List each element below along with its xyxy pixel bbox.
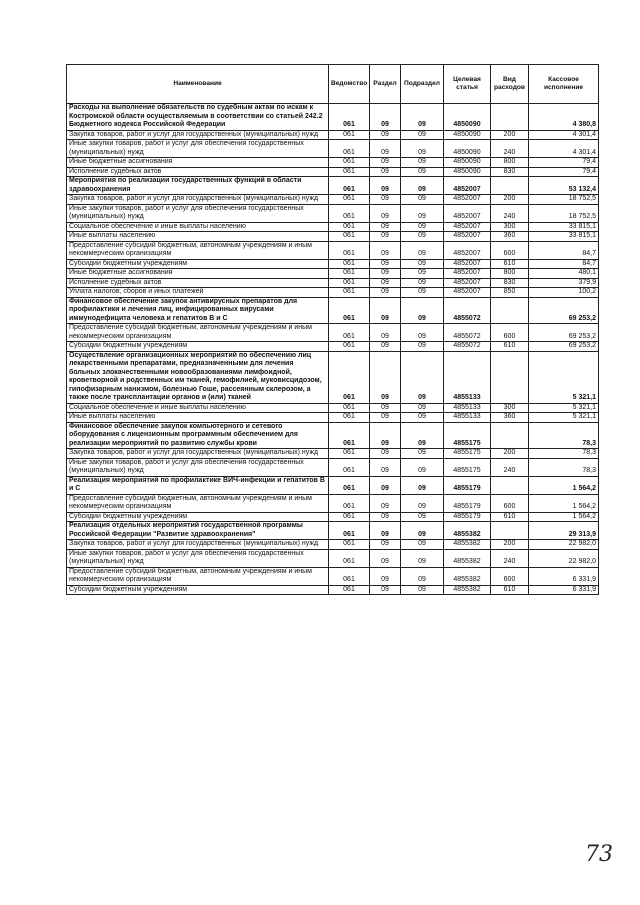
table-row [67, 422, 599, 449]
row-section: 09 [370, 130, 401, 140]
row-amount: 79,4 [529, 167, 599, 177]
row-amount: 22 982,0 [529, 549, 599, 567]
row-department: 061 [329, 422, 370, 449]
row-expense-type: 240 [491, 458, 529, 476]
row-section: 09 [370, 512, 401, 522]
row-expense-type: 800 [491, 269, 529, 279]
row-expense-type [491, 522, 529, 540]
table-row [67, 494, 599, 512]
row-target-item: 4852007 [444, 288, 491, 298]
row-department: 061 [329, 540, 370, 550]
row-name: Предоставление субсидий бюджетным, автономным учреждениям и иным некоммерческим организациям [67, 567, 329, 585]
row-subsection: 09 [401, 351, 444, 403]
row-amount: 4 301,4 [529, 130, 599, 140]
row-subsection: 09 [401, 297, 444, 324]
row-name: Социальное обеспечение и иные выплаты населению [67, 222, 329, 232]
row-amount: 69 253,2 [529, 342, 599, 352]
row-section: 09 [370, 403, 401, 413]
row-subsection: 09 [401, 522, 444, 540]
table-row [67, 259, 599, 269]
row-amount: 480,1 [529, 269, 599, 279]
row-expense-type [491, 476, 529, 494]
row-amount: 33 815,1 [529, 222, 599, 232]
table-row [67, 222, 599, 232]
row-section: 09 [370, 494, 401, 512]
table-row [67, 241, 599, 259]
row-section: 09 [370, 324, 401, 342]
row-subsection: 09 [401, 241, 444, 259]
row-subsection: 09 [401, 104, 444, 131]
row-department: 061 [329, 342, 370, 352]
row-expense-type: 200 [491, 449, 529, 459]
row-amount: 4 380,8 [529, 104, 599, 131]
row-name: Закупка товаров, работ и услуг для государственных (муниципальных) нужд [67, 449, 329, 459]
row-section: 09 [370, 351, 401, 403]
row-amount: 69 253,2 [529, 324, 599, 342]
row-name: Реализация отдельных мероприятий государственной программы Российской Федерации "Развитие здравоохранения" [67, 522, 329, 540]
row-subsection: 09 [401, 222, 444, 232]
row-name: Мероприятия по реализации государственных функций в области здравоохранения [67, 177, 329, 195]
row-expense-type: 600 [491, 494, 529, 512]
row-subsection: 09 [401, 167, 444, 177]
budget-execution-table [66, 64, 599, 595]
row-target-item: 4850090 [444, 130, 491, 140]
row-department: 061 [329, 269, 370, 279]
table-row [67, 342, 599, 352]
row-name: Субсидии бюджетным учреждениям [67, 512, 329, 522]
row-subsection: 09 [401, 259, 444, 269]
row-subsection: 09 [401, 288, 444, 298]
row-target-item: 4850090 [444, 158, 491, 168]
row-department: 061 [329, 288, 370, 298]
row-subsection: 09 [401, 269, 444, 279]
row-target-item: 4852007 [444, 204, 491, 222]
table-row [67, 232, 599, 242]
table-row [67, 403, 599, 413]
table-row [67, 522, 599, 540]
row-department: 061 [329, 567, 370, 585]
row-amount: 18 752,5 [529, 195, 599, 205]
row-subsection: 09 [401, 567, 444, 585]
row-section: 09 [370, 549, 401, 567]
row-section: 09 [370, 567, 401, 585]
row-name: Исполнение судебных актов [67, 278, 329, 288]
row-name: Иные выплаты населению [67, 413, 329, 423]
row-section: 09 [370, 195, 401, 205]
row-department: 061 [329, 195, 370, 205]
table-row [67, 512, 599, 522]
row-name: Иные закупки товаров, работ и услуг для обеспечения государственных (муниципальных) нужд [67, 140, 329, 158]
row-name: Иные закупки товаров, работ и услуг для обеспечения государственных (муниципальных) нужд [67, 549, 329, 567]
row-section: 09 [370, 269, 401, 279]
row-section: 09 [370, 222, 401, 232]
row-department: 061 [329, 140, 370, 158]
row-subsection: 09 [401, 494, 444, 512]
row-name: Расходы на выполнение обязательств по судебным актам по искам к Костромской области осуществляемым в соответствии со статьей 242.2 Бюджетного кодекса Российской Федерации [67, 104, 329, 131]
row-expense-type: 850 [491, 288, 529, 298]
row-expense-type: 240 [491, 204, 529, 222]
row-subsection: 09 [401, 476, 444, 494]
row-department: 061 [329, 522, 370, 540]
row-name: Финансовое обеспечение закупок антивирусных препаратов для профилактики и лечения лиц, инфицированных вирусами иммунодефицита человека и гепатитов В и С [67, 297, 329, 324]
row-section: 09 [370, 288, 401, 298]
row-subsection: 09 [401, 422, 444, 449]
row-name: Предоставление субсидий бюджетным, автономным учреждениям и иным некоммерческим организациям [67, 324, 329, 342]
row-amount: 84,7 [529, 259, 599, 269]
row-target-item: 4855133 [444, 413, 491, 423]
row-section: 09 [370, 476, 401, 494]
table-row [67, 167, 599, 177]
row-expense-type [491, 104, 529, 131]
row-amount: 78,3 [529, 422, 599, 449]
row-expense-type: 800 [491, 158, 529, 168]
row-amount: 5 321,1 [529, 413, 599, 423]
row-target-item: 4850090 [444, 140, 491, 158]
header-target-item: Целевая статья [444, 65, 491, 104]
row-target-item: 4855175 [444, 449, 491, 459]
row-amount: 5 321,1 [529, 403, 599, 413]
row-name: Субсидии бюджетным учреждениям [67, 585, 329, 595]
row-name: Реализация мероприятий по профилактике ВИЧ-инфекции и гепатитов В и С [67, 476, 329, 494]
row-target-item: 4852007 [444, 195, 491, 205]
table-row [67, 140, 599, 158]
row-section: 09 [370, 259, 401, 269]
row-amount: 69 253,2 [529, 297, 599, 324]
row-subsection: 09 [401, 324, 444, 342]
table-row [67, 324, 599, 342]
table-row [67, 449, 599, 459]
row-expense-type: 300 [491, 222, 529, 232]
row-subsection: 09 [401, 549, 444, 567]
row-subsection: 09 [401, 342, 444, 352]
row-section: 09 [370, 522, 401, 540]
row-subsection: 09 [401, 585, 444, 595]
row-section: 09 [370, 104, 401, 131]
row-subsection: 09 [401, 540, 444, 550]
row-expense-type: 830 [491, 167, 529, 177]
header-department: Ведомство [329, 65, 370, 104]
row-subsection: 09 [401, 278, 444, 288]
row-target-item: 4852007 [444, 269, 491, 279]
row-department: 061 [329, 130, 370, 140]
row-target-item: 4855175 [444, 458, 491, 476]
row-expense-type: 200 [491, 540, 529, 550]
header-section: Раздел [370, 65, 401, 104]
header-cash-execution: Кассовое исполнение [529, 65, 599, 104]
table-row [67, 458, 599, 476]
row-subsection: 09 [401, 177, 444, 195]
row-target-item: 4852007 [444, 278, 491, 288]
table-row [67, 269, 599, 279]
row-department: 061 [329, 259, 370, 269]
row-department: 061 [329, 413, 370, 423]
table-row [67, 476, 599, 494]
row-expense-type: 600 [491, 567, 529, 585]
row-section: 09 [370, 458, 401, 476]
row-subsection: 09 [401, 449, 444, 459]
row-subsection: 09 [401, 158, 444, 168]
row-name: Закупка товаров, работ и услуг для государственных (муниципальных) нужд [67, 195, 329, 205]
row-target-item: 4855072 [444, 297, 491, 324]
table-row [67, 288, 599, 298]
row-expense-type: 600 [491, 324, 529, 342]
row-subsection: 09 [401, 232, 444, 242]
row-name: Закупка товаров, работ и услуг для государственных (муниципальных) нужд [67, 130, 329, 140]
row-name: Исполнение судебных актов [67, 167, 329, 177]
row-expense-type: 360 [491, 232, 529, 242]
row-name: Субсидии бюджетным учреждениям [67, 259, 329, 269]
row-expense-type: 200 [491, 130, 529, 140]
table-row [67, 195, 599, 205]
row-name: Предоставление субсидий бюджетным, автономным учреждениям и иным некоммерческим организациям [67, 241, 329, 259]
row-amount: 84,7 [529, 241, 599, 259]
row-section: 09 [370, 342, 401, 352]
row-expense-type [491, 422, 529, 449]
row-department: 061 [329, 278, 370, 288]
row-amount: 1 564,2 [529, 494, 599, 512]
table-row [67, 549, 599, 567]
row-section: 09 [370, 422, 401, 449]
row-expense-type [491, 177, 529, 195]
row-department: 061 [329, 449, 370, 459]
row-target-item: 4855133 [444, 351, 491, 403]
row-department: 061 [329, 476, 370, 494]
table-row [67, 278, 599, 288]
row-target-item: 4855382 [444, 540, 491, 550]
table-header-row [67, 65, 599, 104]
row-target-item: 4852007 [444, 177, 491, 195]
row-section: 09 [370, 585, 401, 595]
row-name: Иные бюджетные ассигнования [67, 269, 329, 279]
row-target-item: 4855382 [444, 585, 491, 595]
row-subsection: 09 [401, 512, 444, 522]
row-section: 09 [370, 140, 401, 158]
row-section: 09 [370, 413, 401, 423]
header-subsection: Подраздел [401, 65, 444, 104]
row-section: 09 [370, 297, 401, 324]
row-name: Осуществление организационных мероприятий по обеспечению лиц лекарственными препаратами, предназначенными для лечения больных злокачественными новообразованиями лимфоидной, кроветворной и родственных им тканей, гемофилией, муковисцидозом, гипофизарным нанизмом, болезнью Гоше, рассеянным склерозом, а также после трансплантации органов и (или) тканей [67, 351, 329, 403]
row-target-item: 4855133 [444, 403, 491, 413]
row-department: 061 [329, 177, 370, 195]
row-subsection: 09 [401, 195, 444, 205]
row-amount: 1 564,2 [529, 476, 599, 494]
table-row [67, 104, 599, 131]
row-name: Финансовое обеспечение закупок компьютерного и сетевого оборудования с лицензионным программным обеспечением для реализации мероприятий по развитию службы крови [67, 422, 329, 449]
row-department: 061 [329, 351, 370, 403]
row-department: 061 [329, 241, 370, 259]
row-subsection: 09 [401, 403, 444, 413]
table-row [67, 351, 599, 403]
row-expense-type: 600 [491, 241, 529, 259]
row-target-item: 4852007 [444, 259, 491, 269]
row-subsection: 09 [401, 458, 444, 476]
header-name: Наименование [67, 65, 329, 104]
table-row [67, 204, 599, 222]
row-amount: 379,9 [529, 278, 599, 288]
row-expense-type [491, 351, 529, 403]
row-section: 09 [370, 158, 401, 168]
row-target-item: 4852007 [444, 232, 491, 242]
row-target-item: 4855179 [444, 494, 491, 512]
row-subsection: 09 [401, 204, 444, 222]
row-department: 061 [329, 512, 370, 522]
row-target-item: 4855175 [444, 422, 491, 449]
row-target-item: 4855179 [444, 476, 491, 494]
table-row [67, 297, 599, 324]
row-amount: 79,4 [529, 158, 599, 168]
row-department: 061 [329, 549, 370, 567]
table-row [67, 567, 599, 585]
table-row [67, 540, 599, 550]
row-expense-type: 610 [491, 259, 529, 269]
row-name: Уплата налогов, сборов и иных платежей [67, 288, 329, 298]
row-target-item: 4855382 [444, 522, 491, 540]
row-target-item: 4850090 [444, 167, 491, 177]
row-expense-type: 240 [491, 549, 529, 567]
row-amount: 100,2 [529, 288, 599, 298]
row-name: Иные выплаты населению [67, 232, 329, 242]
row-name: Иные закупки товаров, работ и услуг для обеспечения государственных (муниципальных) нужд [67, 458, 329, 476]
row-department: 061 [329, 297, 370, 324]
table-row [67, 177, 599, 195]
row-section: 09 [370, 540, 401, 550]
row-section: 09 [370, 232, 401, 242]
row-target-item: 4855382 [444, 549, 491, 567]
row-section: 09 [370, 167, 401, 177]
row-expense-type: 610 [491, 342, 529, 352]
row-amount: 53 132,4 [529, 177, 599, 195]
row-name: Предоставление субсидий бюджетным, автономным учреждениям и иным некоммерческим организациям [67, 494, 329, 512]
row-name: Социальное обеспечение и иные выплаты населению [67, 403, 329, 413]
row-amount: 18 752,5 [529, 204, 599, 222]
row-amount: 33 815,1 [529, 232, 599, 242]
row-target-item: 4855072 [444, 342, 491, 352]
page-number: 73 [585, 842, 613, 867]
row-target-item: 4852007 [444, 241, 491, 259]
row-department: 061 [329, 403, 370, 413]
row-amount: 6 331,9 [529, 585, 599, 595]
table-row [67, 158, 599, 168]
row-amount: 78,3 [529, 458, 599, 476]
row-department: 061 [329, 458, 370, 476]
row-amount: 6 331,9 [529, 567, 599, 585]
table-row [67, 413, 599, 423]
row-amount: 1 564,2 [529, 512, 599, 522]
row-section: 09 [370, 204, 401, 222]
row-amount: 22 982,0 [529, 540, 599, 550]
row-section: 09 [370, 449, 401, 459]
row-section: 09 [370, 278, 401, 288]
row-expense-type: 610 [491, 512, 529, 522]
row-subsection: 09 [401, 130, 444, 140]
row-target-item: 4855179 [444, 512, 491, 522]
row-expense-type [491, 297, 529, 324]
table-body [67, 104, 599, 595]
header-expense-type: Вид расходов [491, 65, 529, 104]
row-target-item: 4855072 [444, 324, 491, 342]
row-name: Закупка товаров, работ и услуг для государственных (муниципальных) нужд [67, 540, 329, 550]
row-target-item: 4852007 [444, 222, 491, 232]
row-expense-type: 300 [491, 403, 529, 413]
row-department: 061 [329, 104, 370, 131]
table-row [67, 585, 599, 595]
row-expense-type: 240 [491, 140, 529, 158]
row-department: 061 [329, 494, 370, 512]
row-subsection: 09 [401, 413, 444, 423]
row-amount: 78,3 [529, 449, 599, 459]
row-department: 061 [329, 222, 370, 232]
row-expense-type: 200 [491, 195, 529, 205]
row-name: Иные бюджетные ассигнования [67, 158, 329, 168]
table-row [67, 130, 599, 140]
row-section: 09 [370, 177, 401, 195]
row-amount: 29 313,9 [529, 522, 599, 540]
row-expense-type: 610 [491, 585, 529, 595]
row-section: 09 [370, 241, 401, 259]
row-name: Иные закупки товаров, работ и услуг для обеспечения государственных (муниципальных) нужд [67, 204, 329, 222]
row-target-item: 4855382 [444, 567, 491, 585]
row-subsection: 09 [401, 140, 444, 158]
row-department: 061 [329, 167, 370, 177]
row-name: Субсидии бюджетным учреждениям [67, 342, 329, 352]
row-amount: 4 301,4 [529, 140, 599, 158]
row-target-item: 4850090 [444, 104, 491, 131]
row-department: 061 [329, 232, 370, 242]
row-department: 061 [329, 158, 370, 168]
row-department: 061 [329, 585, 370, 595]
row-amount: 5 321,1 [529, 351, 599, 403]
row-expense-type: 360 [491, 413, 529, 423]
row-department: 061 [329, 204, 370, 222]
row-department: 061 [329, 324, 370, 342]
row-expense-type: 830 [491, 278, 529, 288]
